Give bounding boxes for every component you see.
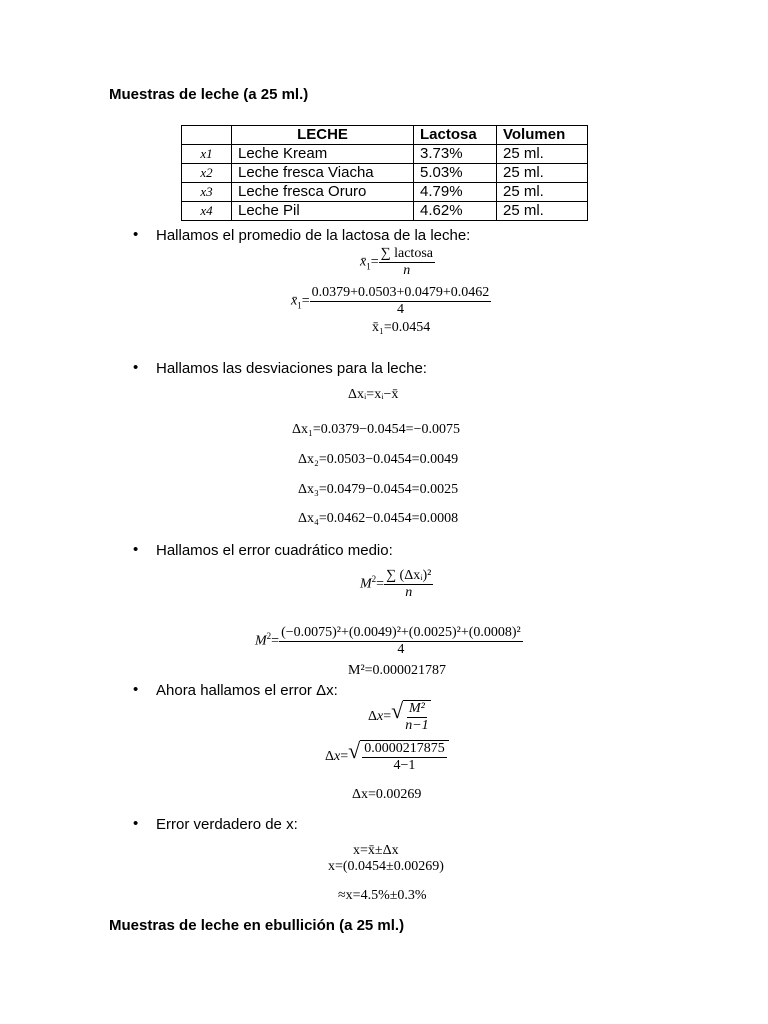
milk-table xyxy=(181,125,588,221)
bullet-text-mean: Hallamos el promedio de la lactosa de la leche: xyxy=(156,227,471,244)
table-header: LECHE xyxy=(232,126,414,145)
formula-true-2: x=(0.0454±0.00269) xyxy=(328,859,444,874)
formula-num: 0.0000217875 xyxy=(364,741,445,756)
formula-mse-def: $M^2=$ $\frac{\text{∑ (Δxᵢ)²}}{n}$ xyxy=(360,568,432,600)
bullet-dot: • xyxy=(133,815,139,832)
table-cell-leche: Leche Kream xyxy=(232,145,414,164)
table-header-row xyxy=(182,126,588,145)
formula-dx-values: Δx= √ $\frac{0.0000217875}{4-1}$ xyxy=(325,740,449,774)
table-header: Lactosa xyxy=(414,126,497,145)
table-row xyxy=(182,145,588,164)
table-cell-volumen: 25 ml. xyxy=(497,202,588,221)
formula-dev-2: Δx₂=0.0503−0.0454=0.0049 xyxy=(298,452,459,467)
table-cell-volumen: 25 ml. xyxy=(497,164,588,183)
formula-num: ∑ (Δxᵢ)² xyxy=(386,568,432,583)
formula-den: n−1 xyxy=(405,718,429,733)
bullet-dot: • xyxy=(133,226,139,243)
table-row xyxy=(182,164,588,183)
formula-mean-def: $x̄_1=$ $\frac{\text{∑ lactosa}}{n}$ xyxy=(360,246,433,278)
formula-dev-4: Δx₄=0.0462−0.0454=0.0008 xyxy=(298,511,459,526)
bullet-text-true-error: Error verdadero de x: xyxy=(156,816,298,833)
bullet-text-deviations: Hallamos las desviaciones para la leche: xyxy=(156,360,427,377)
formula-den: 4 xyxy=(397,642,405,657)
formula-dx-result: Δx=0.00269 xyxy=(352,787,422,802)
formula-den: n xyxy=(403,263,411,278)
table-cell-var: x4 xyxy=(182,202,232,221)
table-header xyxy=(182,126,232,145)
bullet-dot: • xyxy=(133,541,139,558)
section-heading-1: Muestras de leche (a 25 ml.) xyxy=(109,86,309,103)
table-cell-var: x3 xyxy=(182,183,232,202)
formula-den: 4−1 xyxy=(393,758,416,773)
formula-mean-result: x̄₁=0.0454 xyxy=(372,320,431,335)
bullet-dot: • xyxy=(133,681,139,698)
table-header: Volumen xyxy=(497,126,588,145)
formula-dev-1: Δx₁=0.0379−0.0454=−0.0075 xyxy=(292,422,460,437)
table-row xyxy=(182,183,588,202)
table-cell-lactosa: 5.03% xyxy=(414,164,497,183)
bullet-dot: • xyxy=(133,359,139,376)
table-cell-lactosa: 4.79% xyxy=(414,183,497,202)
table-cell-lactosa: 3.73% xyxy=(414,145,497,164)
table-row xyxy=(182,202,588,221)
formula-dx-def: Δx= √ $\frac{\text{M²}}{n-1}$ xyxy=(368,698,429,733)
bullet-text-error: Ahora hallamos el error Δx: xyxy=(156,682,338,699)
formula-true-3: ≈x=4.5%±0.3% xyxy=(338,888,427,903)
formula-dev-def: Δxᵢ=xᵢ−x̄ xyxy=(348,387,399,402)
formula-num: (−0.0075)²+(0.0049)²+(0.0025)²+(0.0008)² xyxy=(281,625,521,640)
formula-mse-result: M²=0.000021787 xyxy=(348,663,447,678)
table-cell-leche: Leche fresca Viacha xyxy=(232,164,414,183)
formula-num: ∑ lactosa xyxy=(380,246,433,261)
table-cell-var: x1 xyxy=(182,145,232,164)
bullet-text-mse: Hallamos el error cuadrático medio: xyxy=(156,542,393,559)
formula-num: M² xyxy=(409,701,425,716)
table-cell-leche: Leche Pil xyxy=(232,202,414,221)
formula-den: 4 xyxy=(396,302,404,317)
formula-dev-3: Δx₃=0.0479−0.0454=0.0025 xyxy=(298,482,459,497)
table-cell-lactosa: 4.62% xyxy=(414,202,497,221)
formula-mean-values: $x̄_1=$ $\frac{0.0379+0.0503+0.0479+0.0462}{4}$ xyxy=(291,285,490,317)
formula-mse-values: $M^2=$ $\frac{\text{(−0.0075)²+(0.0049)²+(0.0025)²+(0.0008)²}}{4}$ xyxy=(255,625,521,657)
table-cell-var: x2 xyxy=(182,164,232,183)
table-cell-leche: Leche fresca Oruro xyxy=(232,183,414,202)
table-cell-volumen: 25 ml. xyxy=(497,183,588,202)
table-cell-volumen: 25 ml. xyxy=(497,145,588,164)
formula-num: 0.0379+0.0503+0.0479+0.0462 xyxy=(311,285,490,300)
section-heading-2: Muestras de leche en ebullición (a 25 ml.) xyxy=(109,917,405,934)
formula-true-1: x=x̄±Δx xyxy=(353,843,399,858)
formula-den: n xyxy=(405,585,413,600)
